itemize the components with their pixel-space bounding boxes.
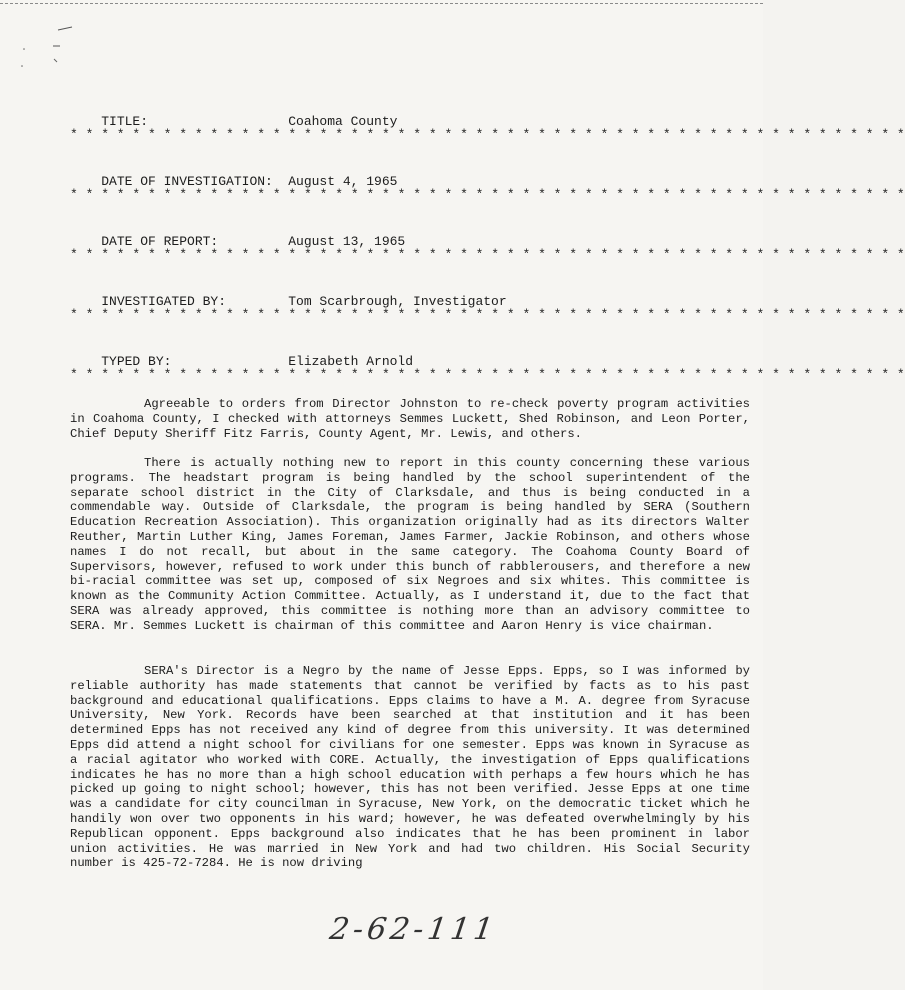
- title-value: Coahoma County: [288, 114, 398, 129]
- date-investigation-label: DATE OF INVESTIGATION:: [101, 174, 273, 189]
- separator-4: * * * * * * * * * * * * * * * * * * * * * * * * * * * * * * * * * * * * * * * * * * * * * * * * * * * * * *: [70, 307, 905, 322]
- paragraph-1-text: Agreeable to orders from Director Johnston to re-check poverty program activities in Coahoma County, I checked with attorneys Semmes Luckett, Shed Robinson, and Leon Porter, Chief Deputy Sheriff Fitz Farris, County Agent, Mr. Lewis, and others.: [70, 397, 750, 441]
- paragraph-2: [70, 456, 750, 634]
- separator-5: * * * * * * * * * * * * * * * * * * * * * * * * * * * * * * * * * * * * * * * * * * * * * * * * * * * * * *: [70, 367, 905, 382]
- paragraph-1: [70, 397, 750, 441]
- date-report-label: DATE OF REPORT:: [101, 234, 219, 249]
- paragraph-3: [70, 664, 750, 871]
- paragraph-2-text: There is actually nothing new to report in this county concerning these various programs. The headstart program is being handled by the school superintendent of the separate school district in the City of Clarksdale, and thus is being conducted in a commendable way. Outside of Clarksdale, the program is being handled by SERA (Southern Education Recreation Association). This organization originally had as its directors Walter Reuther, Martin Luther King, James Foreman, James Farmer, Jackie Robinson, and others whose names I do not recall, but about in the same category. The Coahoma County Board of Supervisors, however, refused to work under this bunch of rabblerousers, and therefore a new bi-racial committee was set up, composed of six Negroes and six whites. This committee is known as the Community Action Committee. Actually, as I understand it, due to the fact that SERA was already approved, this committee is nothing more than an advisory committee to SERA. Mr. Semmes Luckett is chairman of this committee and Aaron Henry is vice chairman.: [70, 456, 750, 633]
- investigated-by-label: INVESTIGATED BY:: [101, 294, 227, 309]
- paragraph-3-text: SERA's Director is a Negro by the name of Jesse Epps. Epps, so I was informed by reliable authority has made statements that cannot be verified by facts as to his past background and educational qualifications. Epps claims to have a M. A. degree from Syracuse University, New York. Records have been searched at that institution and it has been determined Epps has not received any kind of degree from this university. It was determined Epps did attend a night school for civilians for one semester. Epps was known in Syracuse as a racial agitator who worked with CORE. Actually, the investigation of Epps qualifications indicates he has no more than a high school education with perhaps a few hours which he has picked up going to night school; however, this has not been verified. Jesse Epps at one time was a candidate for city councilman in Syracuse, New York, on the democratic ticket which he handily won over two opponents in his ward; however, he was defeated overwhelmingly by his Republican opponent. Epps background also indicates that he has been prominent in labor union activities. He was married in New York and had two children. His Social Security number is 425-72-7284. He is now driving: [70, 664, 750, 871]
- title-label: TITLE:: [101, 114, 149, 129]
- investigated-by-value: Tom Scarbrough, Investigator: [288, 294, 507, 309]
- handwritten-file-number: 2-62-111: [327, 912, 500, 947]
- separator-3: * * * * * * * * * * * * * * * * * * * * * * * * * * * * * * * * * * * * * * * * * * * * * * * * * * * * * *: [70, 247, 905, 262]
- typed-by-value: Elizabeth Arnold: [288, 354, 414, 369]
- date-report-value: August 13, 1965: [288, 234, 406, 249]
- separator-2: * * * * * * * * * * * * * * * * * * * * * * * * * * * * * * * * * * * * * * * * * * * * * * * * * * * * * *: [70, 187, 905, 202]
- typed-by-label: TYPED BY:: [101, 354, 172, 369]
- date-investigation-value: August 4, 1965: [288, 174, 398, 189]
- scan-specks: [0, 0, 120, 80]
- separator-1: * * * * * * * * * * * * * * * * * * * * * * * * * * * * * * * * * * * * * * * * * * * * * * * * * * * * * *: [70, 127, 905, 142]
